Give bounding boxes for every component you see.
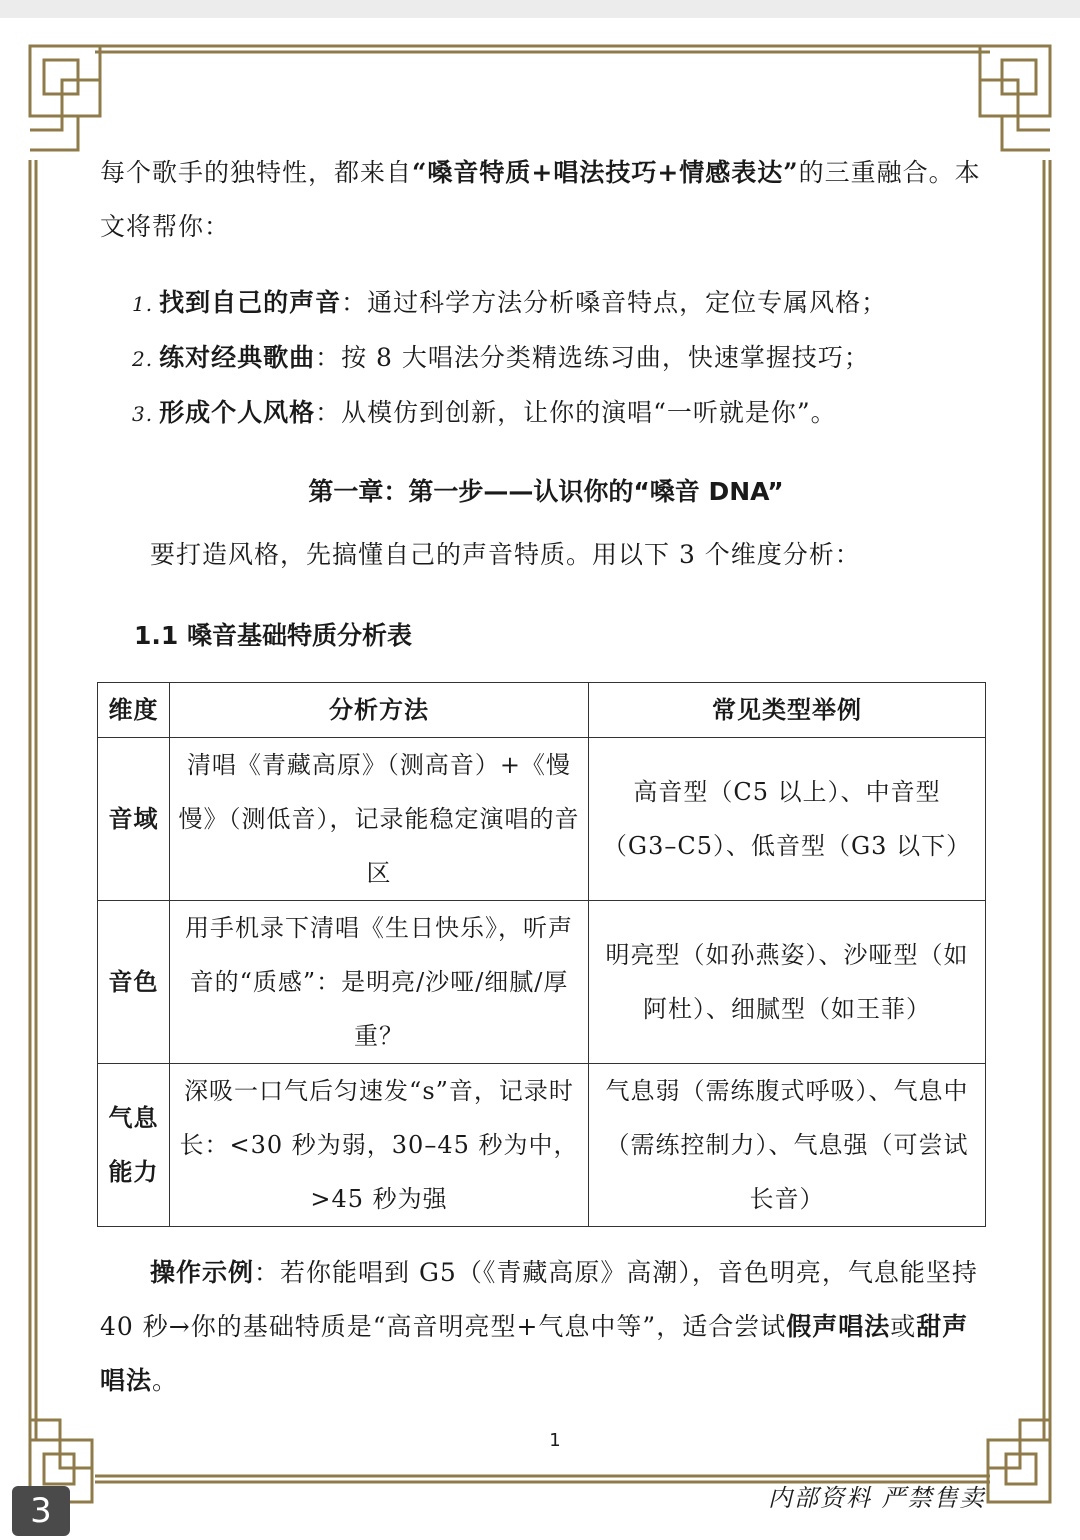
goal-desc: ：从模仿到创新，让你的演唱“一听就是你”。 [315, 398, 837, 427]
cell-types: 气息弱（需练腹式呼吸）、气息中（需练控制力）、气息强（可尝试长音） [589, 1064, 986, 1227]
goal-desc: ：通过科学方法分析嗓音特点，定位专属风格； [341, 288, 888, 317]
goal-title: 练对经典歌曲 [159, 343, 316, 372]
example-text: ：若你能唱到 G5（《青藏高原》高潮），音色明亮，气息能坚持 40 秒→你的基础特质是“高音明亮型+气息中等”，适合尝试 [100, 1258, 978, 1341]
table-row [98, 738, 986, 901]
intro-text-before: 每个歌手的独特性，都来自 [100, 158, 413, 187]
voice-analysis-table [97, 682, 986, 1227]
header-types: 常见类型举例 [589, 683, 986, 738]
cell-dimension: 音色 [98, 901, 170, 1064]
cell-types: 明亮型（如孙燕姿）、沙哑型（如阿杜）、细腻型（如王菲） [589, 901, 986, 1064]
goal-number: 3. [132, 402, 154, 426]
cell-dimension: 气息能力 [98, 1064, 170, 1227]
example-connector: 或 [890, 1312, 917, 1341]
corner-ornament-top-left [30, 46, 100, 150]
example-method-2: 甜声唱法 [100, 1312, 969, 1395]
cell-method: 清唱《青藏高原》（测高音）+《慢慢》（测低音），记录能稳定演唱的音区 [170, 738, 589, 901]
goal-item [132, 331, 992, 386]
goal-number: 2. [132, 347, 154, 371]
header-dimension: 维度 [98, 683, 170, 738]
cell-dimension: 音域 [98, 738, 170, 901]
example-method-1: 假声唱法 [786, 1312, 891, 1341]
intro-highlight: “嗓音特质+唱法技巧+情感表达” [412, 158, 799, 187]
goal-number: 1. [132, 292, 154, 316]
goal-title: 形成个人风格 [159, 398, 316, 427]
corner-ornament-bottom-right [988, 1420, 1050, 1502]
table-row [98, 1064, 986, 1227]
section-title: 1.1 嗓音基础特质分析表 [134, 621, 412, 650]
example-paragraph [100, 1246, 992, 1408]
cell-method: 深吸一口气后匀速发“s”音，记录时长：<30 秒为弱，30–45 秒为中，>45 秒为强 [170, 1064, 589, 1227]
corner-ornament-top-right [980, 46, 1050, 150]
page-badge: 3 [12, 1486, 70, 1536]
intro-paragraph [100, 146, 992, 254]
example-end: 。 [152, 1366, 179, 1395]
footer-note: 内部资料 严禁售卖 [768, 1484, 986, 1512]
cell-method: 用手机录下清唱《生日快乐》，听声音的“质感”：是明亮/沙哑/细腻/厚重？ [170, 901, 589, 1064]
header-method: 分析方法 [170, 683, 589, 738]
table-row [98, 901, 986, 1064]
chapter-title: 第一章：第一步——认识你的“嗓音 DNA” [308, 477, 784, 506]
goal-title: 找到自己的声音 [159, 288, 342, 317]
table-header-row [98, 683, 986, 738]
example-label: 操作示例 [150, 1258, 255, 1287]
cell-types: 高音型（C5 以上）、中音型（G3–C5）、低音型（G3 以下） [589, 738, 986, 901]
goal-list [132, 276, 992, 441]
lead-paragraph: 要打造风格，先搞懂自己的声音特质。用以下 3 个维度分析： [150, 540, 861, 569]
intro-text-after: 的三重融合。本文将帮你： [100, 158, 981, 241]
goal-desc: ：按 8 大唱法分类精选练习曲，快速掌握技巧； [315, 343, 870, 372]
goal-item [132, 276, 992, 331]
page-number: 1 [549, 1430, 561, 1451]
goal-item [132, 386, 992, 441]
